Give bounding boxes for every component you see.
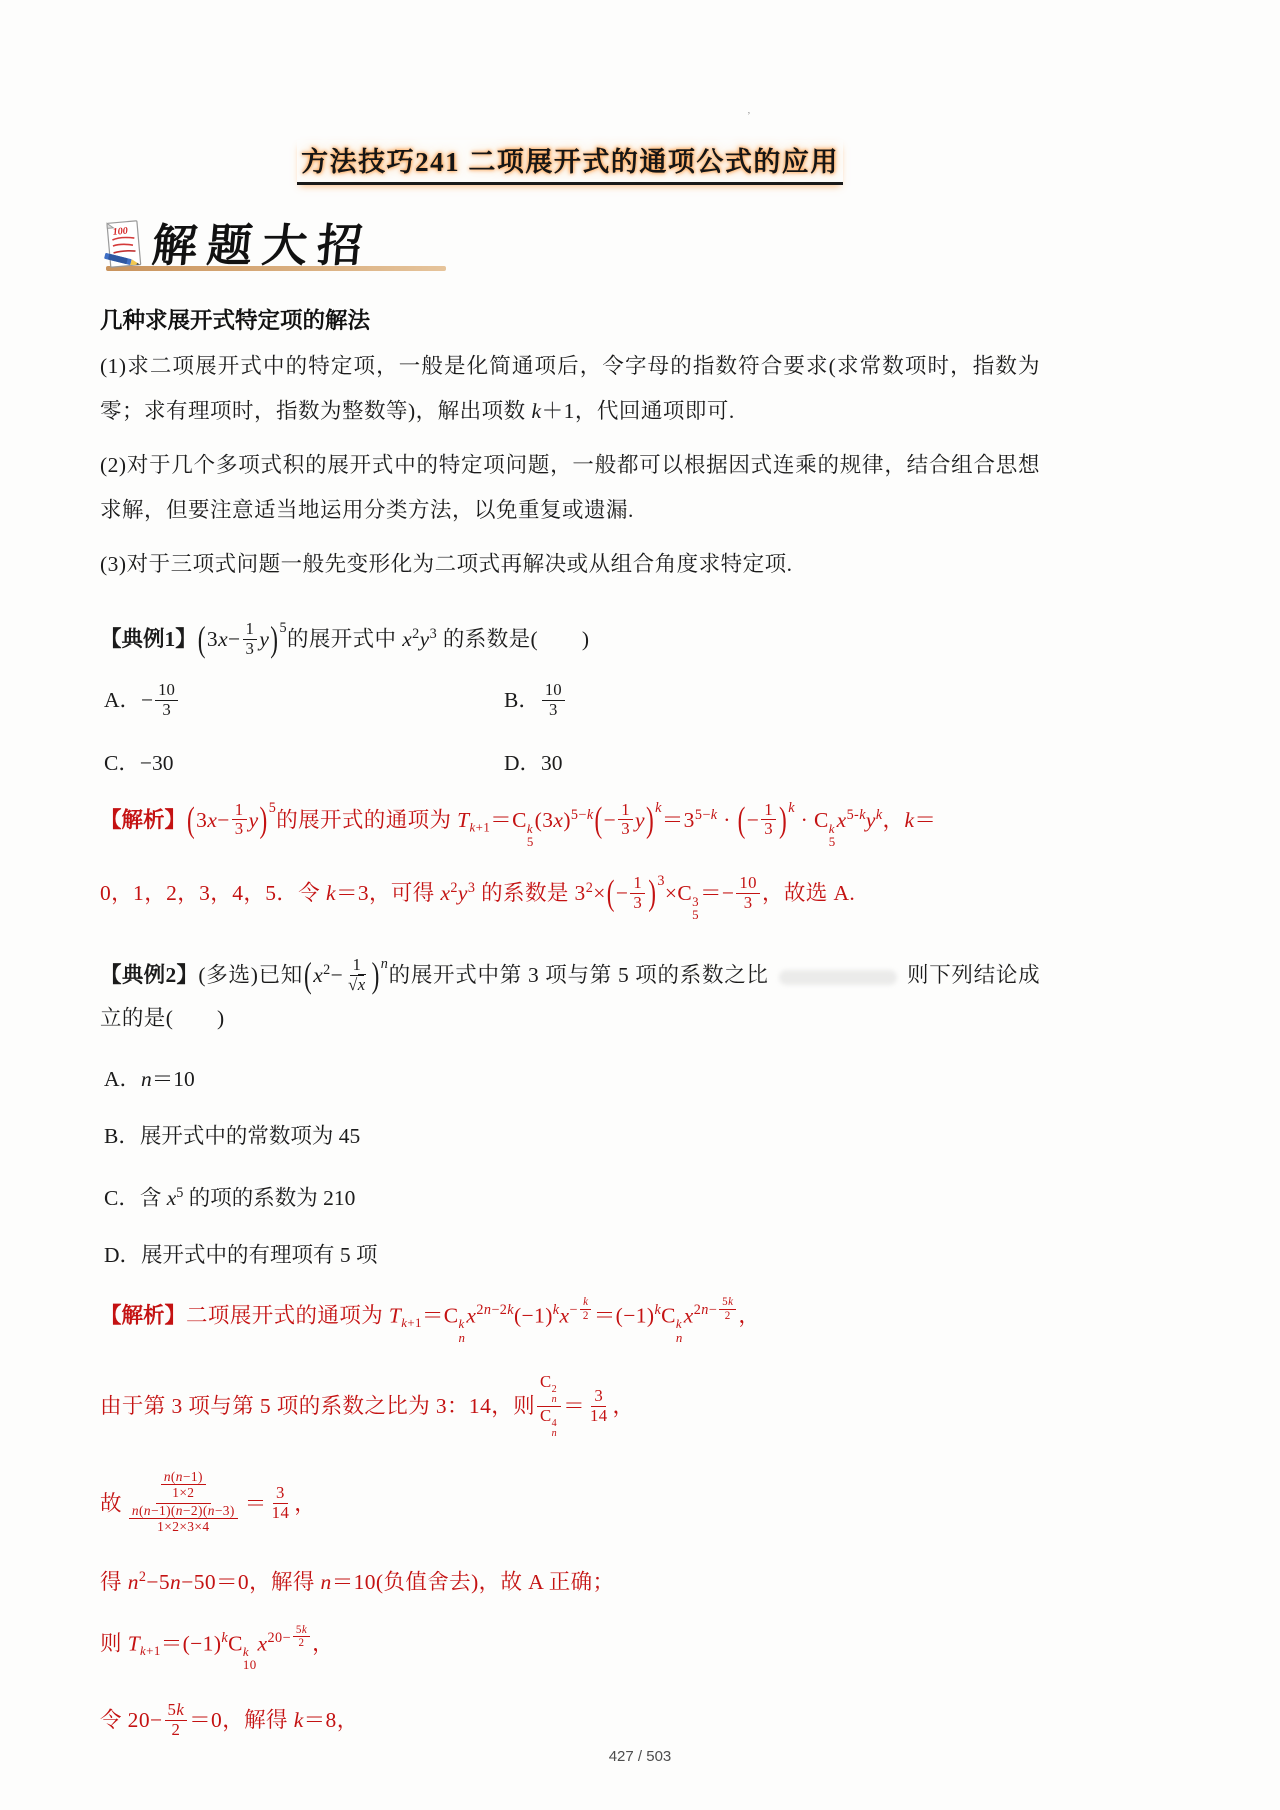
example1-stem: 【典例1】(3x− $\frac{1}{3}$ y)$^5$的展开式中 $x^2y^3$ 的系数是( ) bbox=[100, 618, 590, 661]
guide-point-2: (2)对于几个多项式积的展开式中的特定项问题，一般都可以根据因式连乘的规律，结合组合思想求解，但要注意适当地运用分类方法，以免重复或遗漏. bbox=[100, 453, 1040, 522]
example2-analysis bbox=[100, 1298, 1040, 1741]
svg-text:100: 100 bbox=[112, 225, 129, 238]
example2-stem: 【典例2】(多选)已知($x^2-$ $\frac{1}{√x}$ )$^n$的展开式中第 3 项与第 5 项的系数之比 则下列结论成立的是( ) bbox=[100, 954, 1040, 1031]
example1-analysis bbox=[100, 799, 1040, 923]
guide-point-3: (3)对于三项式问题一般先变形化为二项式再解决或从组合角度求特定项. bbox=[100, 552, 793, 576]
guide-heading: 几种求展开式特定项的解法 bbox=[100, 308, 371, 333]
example2-options bbox=[100, 1063, 1040, 1272]
analysis-line: 得 $n^2-5n-50=0$，解得 n＝10(负值舍去)，故 A 正确； bbox=[100, 1568, 615, 1594]
analysis-line: 【解析】二项展开式的通项为 $T_{k+1}=C$ k n $x^{2n-2k}(-1)^kx^{- \frac{k}{2}}$ $=(-1)^kC$ k n $x^{2n- \frac{5k}{2}}$ ， bbox=[100, 1296, 761, 1345]
example1-option-b: B． $\frac{10}{3}$ bbox=[504, 683, 1040, 722]
example2-option-c: C．含 $x^5$ 的项的系数为 210 bbox=[104, 1185, 356, 1211]
section-banner bbox=[100, 219, 460, 273]
example1-option-c: C．−30 bbox=[104, 750, 174, 775]
analysis-line: 0，1，2，3，4，5．令 k＝3，可得 $x^2y^3$ 的系数是 $3^2\times(-$ $\frac{1}{3}$ )$^3$×C 3 5 ＝− $\frac{10}{3}$ ，故选 A. bbox=[100, 872, 856, 923]
guide-point-1: (1)求二项展开式中的特定项，一般是化简通项后，令字母的指数符合要求(求常数项时，指数为零；求有理项时，指数为整数等)，解出项数 k＋1，代回通项即可. bbox=[100, 354, 1040, 423]
example2-option-d: D．展开式中的有理项有 5 项 bbox=[104, 1243, 378, 1268]
graded-paper-with-pencil-icon bbox=[100, 219, 148, 273]
analysis-line: 则 $T_{k+1}=(-1)^kC$ k 10 $x^{20- \frac{5k}{2}}$ ， bbox=[100, 1623, 335, 1673]
banner-label: 解题大招 bbox=[150, 221, 375, 271]
page-title: 方法技巧241 二项展开式的通项公式的应用 bbox=[297, 140, 843, 185]
page-number: 427 / 503 bbox=[608, 1748, 672, 1765]
example2-option-a: A．n＝10 bbox=[104, 1067, 195, 1092]
example1-option-d: D．30 bbox=[504, 750, 563, 775]
analysis-line: 【解析】(3x− $\frac{1}{3}$ y)$^5$的展开式的通项为 $T_{k+1}=C$ k 5 $(3x)^{5-k}(-$ $\frac{1}{3}$ $y)^k=3^{5-k}$ · (− $\frac{1}{3}$ )$^k$ · C k 5 $x^{5-k}y^k$，k＝ bbox=[100, 799, 937, 850]
analysis-line: 故 $\frac{\frac{n(n-1)}{1\times 2}}{\frac{n(n-1)(n-2)(n-3)}{1\times 2\times 3\times 4}}$ ＝ $\frac{3}{14}$ ， bbox=[100, 1468, 317, 1534]
example1-options bbox=[104, 680, 1040, 777]
guide-points bbox=[100, 344, 1040, 587]
stray-mark: ’ bbox=[747, 110, 751, 122]
title-row bbox=[100, 0, 1040, 185]
example2-option-b: B．展开式中的常数项为 45 bbox=[104, 1124, 361, 1149]
analysis-line: 令 20− $\frac{5k}{2}$ ＝0，解得 k＝8， bbox=[100, 1699, 359, 1739]
example1-option-a: A．− $\frac{10}{3}$ bbox=[104, 683, 504, 722]
analysis-line: 由于第 3 项与第 5 项的系数之比为 3：14，则 C 2 n C 4 n ＝ $\frac{3}{14}$ ， bbox=[100, 1372, 635, 1440]
